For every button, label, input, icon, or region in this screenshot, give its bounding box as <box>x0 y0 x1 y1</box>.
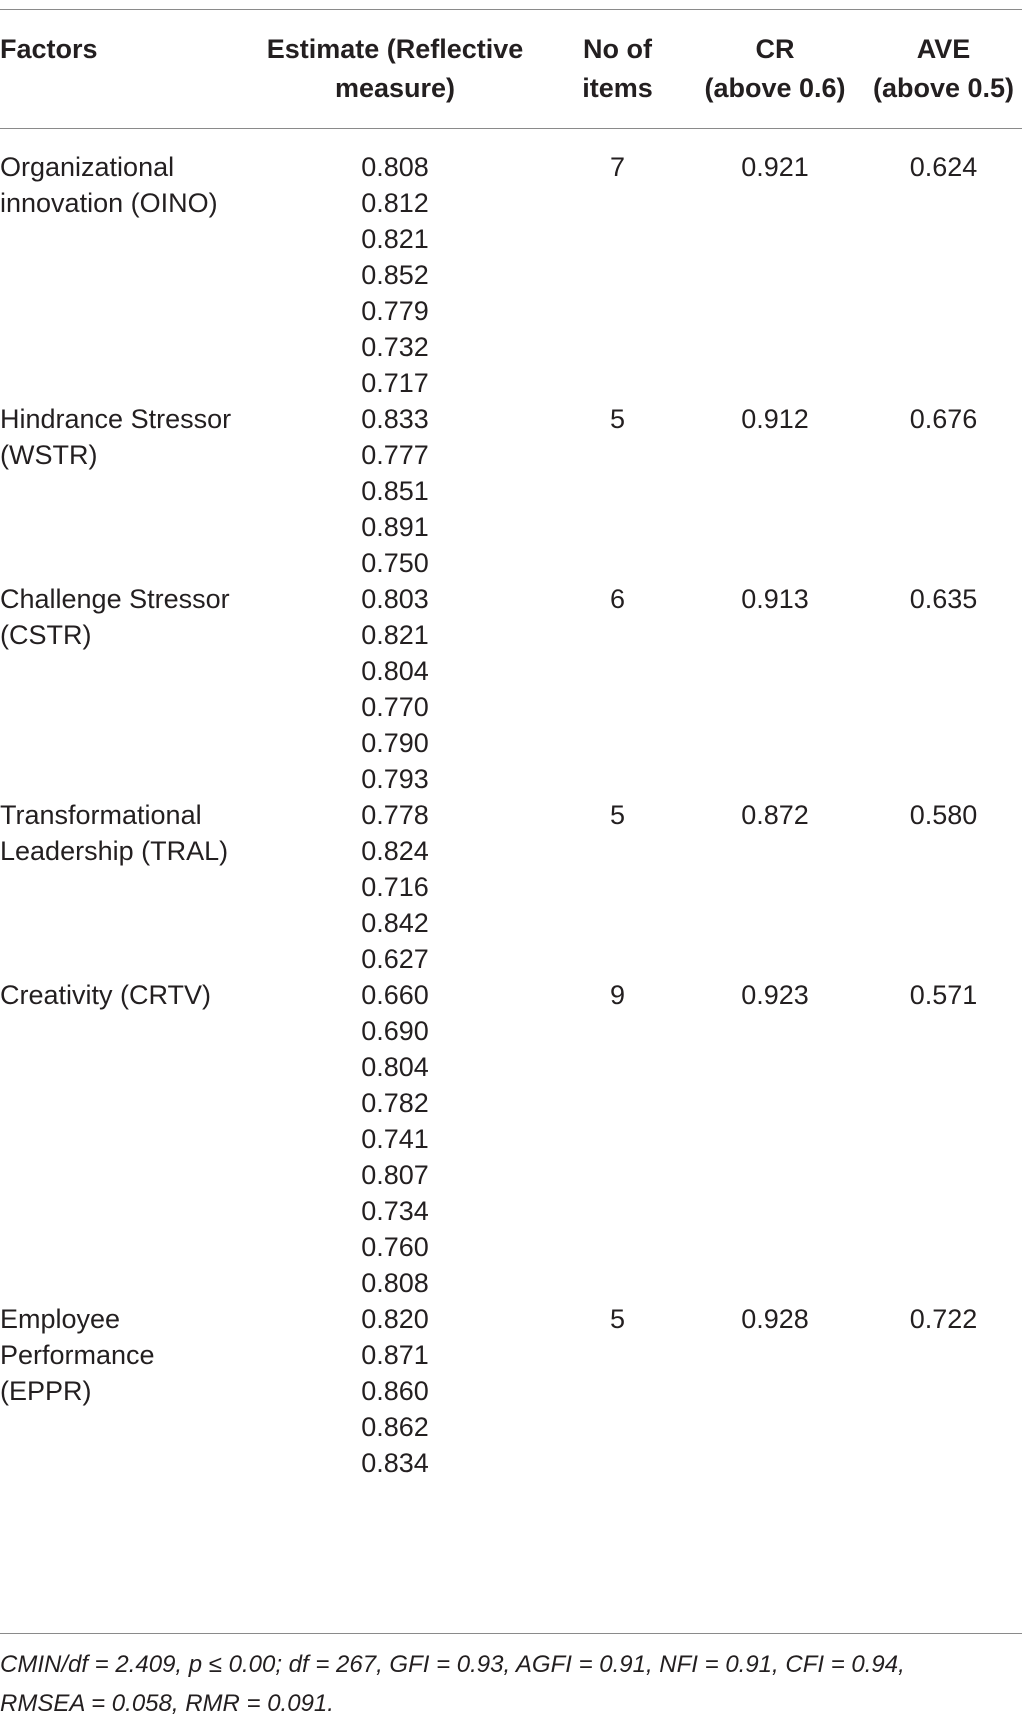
factor-name: Challenge Stressor (CSTR) <box>0 584 230 650</box>
table-footnote <box>0 1645 1022 1723</box>
cr-value: 0.921 <box>741 152 809 182</box>
estimate-value: 0.821 <box>361 620 429 650</box>
table-row <box>0 581 1022 797</box>
factor-name: Hindrance Stressor (WSTR) <box>0 404 232 470</box>
estimate-list <box>340 401 450 581</box>
header-estimate-line2: measure) <box>334 73 456 103</box>
table-body <box>0 149 1022 1481</box>
header-ave-line2: (above 0.5) <box>872 73 1015 103</box>
estimate-value: 0.842 <box>361 908 429 938</box>
footnote-line1: CMIN/df = 2.409, p ≤ 0.00; df = 267, GFI = 0.93, AGFI = 0.91, NFI = 0.91, CFI = 0.94, <box>0 1651 905 1678</box>
items-count: 7 <box>609 152 626 182</box>
factor-name: Employee Performance (EPPR) <box>0 1304 155 1406</box>
items-count: 6 <box>609 584 626 614</box>
estimate-value: 0.808 <box>361 1268 429 1298</box>
header-estimate <box>240 30 550 108</box>
estimate-value: 0.804 <box>361 1052 429 1082</box>
factor-name: Transformational Leadership (TRAL) <box>0 800 229 866</box>
estimate-value: 0.741 <box>361 1124 429 1154</box>
estimate-value: 0.833 <box>361 404 429 434</box>
table-top-rule <box>0 9 1022 10</box>
footnote-line2: RMSEA = 0.058, RMR = 0.091. <box>0 1690 334 1717</box>
header-factors-label: Factors <box>0 34 98 64</box>
factor-name: Creativity (CRTV) <box>0 980 212 1010</box>
estimate-value: 0.717 <box>361 368 429 398</box>
table-row <box>0 797 1022 977</box>
estimate-value: 0.779 <box>361 296 429 326</box>
header-cr-line2: (above 0.6) <box>704 73 846 103</box>
ave-value: 0.580 <box>909 800 978 830</box>
estimate-value: 0.812 <box>361 188 429 218</box>
estimate-value: 0.804 <box>361 656 429 686</box>
header-bottom-rule <box>0 128 1022 129</box>
header-factors <box>0 30 200 69</box>
estimate-value: 0.732 <box>361 332 429 362</box>
items-count: 9 <box>609 980 626 1010</box>
estimate-list <box>340 797 450 977</box>
header-cr <box>685 30 865 108</box>
table-bottom-rule <box>0 1633 1022 1634</box>
estimate-list <box>340 977 450 1301</box>
estimate-value: 0.851 <box>361 476 429 506</box>
estimate-value: 0.803 <box>361 584 429 614</box>
items-count: 5 <box>609 404 626 434</box>
header-ave-line1: AVE <box>916 34 971 64</box>
cr-value: 0.913 <box>741 584 809 614</box>
estimate-value: 0.770 <box>361 692 429 722</box>
header-items <box>560 30 675 108</box>
table-row <box>0 1301 1022 1481</box>
estimate-list <box>340 581 450 797</box>
estimate-value: 0.690 <box>361 1016 429 1046</box>
estimate-value: 0.852 <box>361 260 429 290</box>
items-count: 5 <box>609 800 626 830</box>
estimate-value: 0.821 <box>361 224 429 254</box>
estimate-value: 0.820 <box>361 1304 429 1334</box>
estimate-value: 0.760 <box>361 1232 429 1262</box>
ave-value: 0.635 <box>909 584 978 614</box>
header-ave <box>865 30 1022 108</box>
estimate-value: 0.793 <box>361 764 429 794</box>
estimate-value: 0.807 <box>361 1160 429 1190</box>
estimate-value: 0.716 <box>361 872 429 902</box>
ave-value: 0.722 <box>909 1304 978 1334</box>
estimate-list <box>340 149 450 401</box>
estimate-value: 0.834 <box>361 1448 429 1478</box>
estimate-value: 0.778 <box>361 800 429 830</box>
estimate-value: 0.782 <box>361 1088 429 1118</box>
estimate-value: 0.750 <box>361 548 429 578</box>
header-estimate-line1: Estimate (Reflective <box>266 34 524 64</box>
items-count: 5 <box>609 1304 626 1334</box>
cr-value: 0.928 <box>741 1304 809 1334</box>
header-items-line2: items <box>582 73 653 103</box>
estimate-value: 0.734 <box>361 1196 429 1226</box>
cr-value: 0.912 <box>741 404 809 434</box>
estimate-value: 0.862 <box>361 1412 429 1442</box>
table-row <box>0 977 1022 1301</box>
estimate-value: 0.891 <box>361 512 429 542</box>
estimate-value: 0.860 <box>361 1376 429 1406</box>
factor-name: Organizational innovation (OINO) <box>0 152 218 218</box>
ave-value: 0.624 <box>909 152 978 182</box>
estimate-value: 0.871 <box>361 1340 429 1370</box>
table-row <box>0 149 1022 401</box>
estimate-value: 0.627 <box>361 944 429 974</box>
estimate-value: 0.790 <box>361 728 429 758</box>
cr-value: 0.923 <box>741 980 809 1010</box>
ave-value: 0.571 <box>909 980 978 1010</box>
cr-value: 0.872 <box>741 800 809 830</box>
header-items-line1: No of <box>583 34 652 64</box>
estimate-list <box>340 1301 450 1481</box>
header-cr-line1: CR <box>755 34 795 64</box>
estimate-value: 0.824 <box>361 836 429 866</box>
ave-value: 0.676 <box>909 404 978 434</box>
estimate-value: 0.808 <box>361 152 429 182</box>
estimate-value: 0.660 <box>361 980 429 1010</box>
table-row <box>0 401 1022 581</box>
estimate-value: 0.777 <box>361 440 429 470</box>
